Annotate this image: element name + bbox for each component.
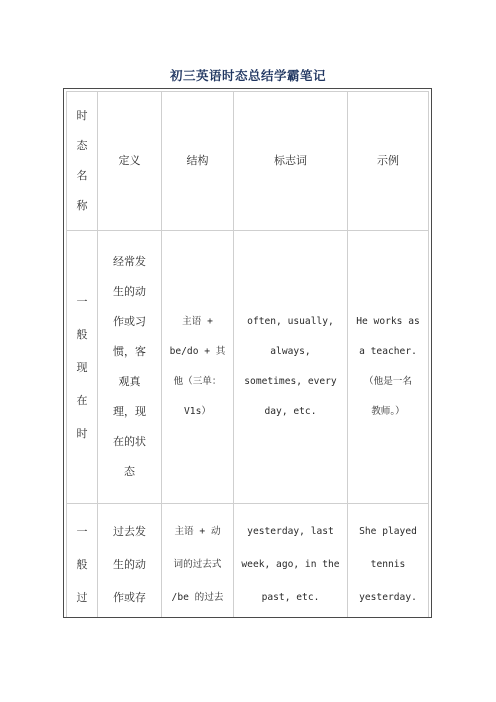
structure-line: be/do + 其 bbox=[169, 346, 226, 357]
tense-name-char: 时 bbox=[76, 426, 88, 440]
header-cell-structure bbox=[162, 91, 234, 231]
structure-cell bbox=[162, 231, 234, 504]
tense-name-char: 过 bbox=[76, 590, 88, 604]
tense-name-char: 一 bbox=[76, 524, 88, 538]
example-line: yesterday. bbox=[359, 591, 417, 603]
definition-line: 惯，客 bbox=[113, 345, 146, 358]
tense-name-cell bbox=[66, 504, 98, 618]
example-line: He works as bbox=[356, 316, 420, 327]
markers-line: always, bbox=[270, 346, 311, 357]
definition-line: 观真 bbox=[118, 375, 141, 388]
example-cell bbox=[348, 504, 429, 618]
example-line: She played bbox=[359, 525, 417, 537]
tense-name-char: 般 bbox=[76, 557, 88, 571]
tense-name-char: 一 bbox=[76, 294, 88, 308]
structure-cell bbox=[162, 504, 234, 618]
header-cell-definition bbox=[98, 91, 162, 231]
tense-name-char: 现 bbox=[76, 360, 88, 374]
markers-line: week, ago, in the bbox=[241, 558, 340, 570]
markers-line: past, etc. bbox=[261, 591, 320, 603]
definition-line: 经常发 bbox=[113, 255, 146, 268]
markers-line: day, etc. bbox=[264, 406, 317, 417]
header-cell-name bbox=[66, 91, 98, 231]
definition-line: 在的状 bbox=[113, 435, 146, 448]
markers-line: yesterday, last bbox=[247, 525, 334, 537]
tense-table bbox=[66, 91, 429, 618]
example-line: （他是一名 bbox=[364, 376, 412, 387]
example-line: tennis bbox=[370, 558, 406, 570]
definition-line: 生的动 bbox=[113, 557, 146, 571]
definition-line: 过去发 bbox=[113, 524, 146, 538]
tense-name-char: 般 bbox=[76, 327, 88, 341]
structure-line: 主语 + 动 bbox=[174, 525, 221, 537]
definition-cell bbox=[98, 504, 162, 618]
definition-line: 生的动 bbox=[113, 285, 146, 298]
header-name-char: 态 bbox=[76, 139, 88, 152]
example-line: a teacher. bbox=[359, 346, 417, 357]
table-row bbox=[66, 504, 429, 618]
header-structure: 结构 bbox=[186, 154, 209, 167]
header-definition: 定义 bbox=[118, 154, 141, 167]
definition-line: 作或习 bbox=[113, 315, 146, 328]
structure-line: 词的过去式 bbox=[173, 558, 222, 570]
header-name-char: 名 bbox=[76, 169, 88, 182]
table-header-row bbox=[66, 91, 429, 231]
example-cell bbox=[348, 231, 429, 504]
header-name-char: 称 bbox=[76, 199, 88, 212]
structure-line: /be 的过去 bbox=[171, 591, 224, 603]
definition-cell bbox=[98, 231, 162, 504]
example-line: 教师。） bbox=[371, 406, 405, 417]
header-example: 示例 bbox=[377, 154, 399, 167]
definition-line: 作或存 bbox=[113, 590, 146, 604]
tense-name-char: 在 bbox=[76, 393, 88, 407]
markers-cell bbox=[234, 231, 348, 504]
header-markers: 标志词 bbox=[274, 154, 307, 167]
tense-table-frame bbox=[63, 88, 432, 618]
structure-line: 主语 + bbox=[182, 316, 213, 327]
markers-line: sometimes, every bbox=[244, 376, 337, 387]
structure-line: V1s） bbox=[184, 406, 211, 417]
header-cell-markers bbox=[234, 91, 348, 231]
header-name-char: 时 bbox=[76, 109, 88, 122]
markers-line: often, usually, bbox=[247, 316, 334, 327]
definition-line: 态 bbox=[124, 465, 135, 478]
markers-cell bbox=[234, 504, 348, 618]
document-title: 初三英语时态总结学霸笔记 bbox=[169, 68, 326, 83]
header-cell-example bbox=[348, 91, 429, 231]
definition-line: 理，现 bbox=[113, 405, 146, 418]
tense-name-cell bbox=[66, 231, 98, 504]
structure-line: 他（三单： bbox=[173, 376, 222, 387]
table-row bbox=[66, 231, 429, 504]
